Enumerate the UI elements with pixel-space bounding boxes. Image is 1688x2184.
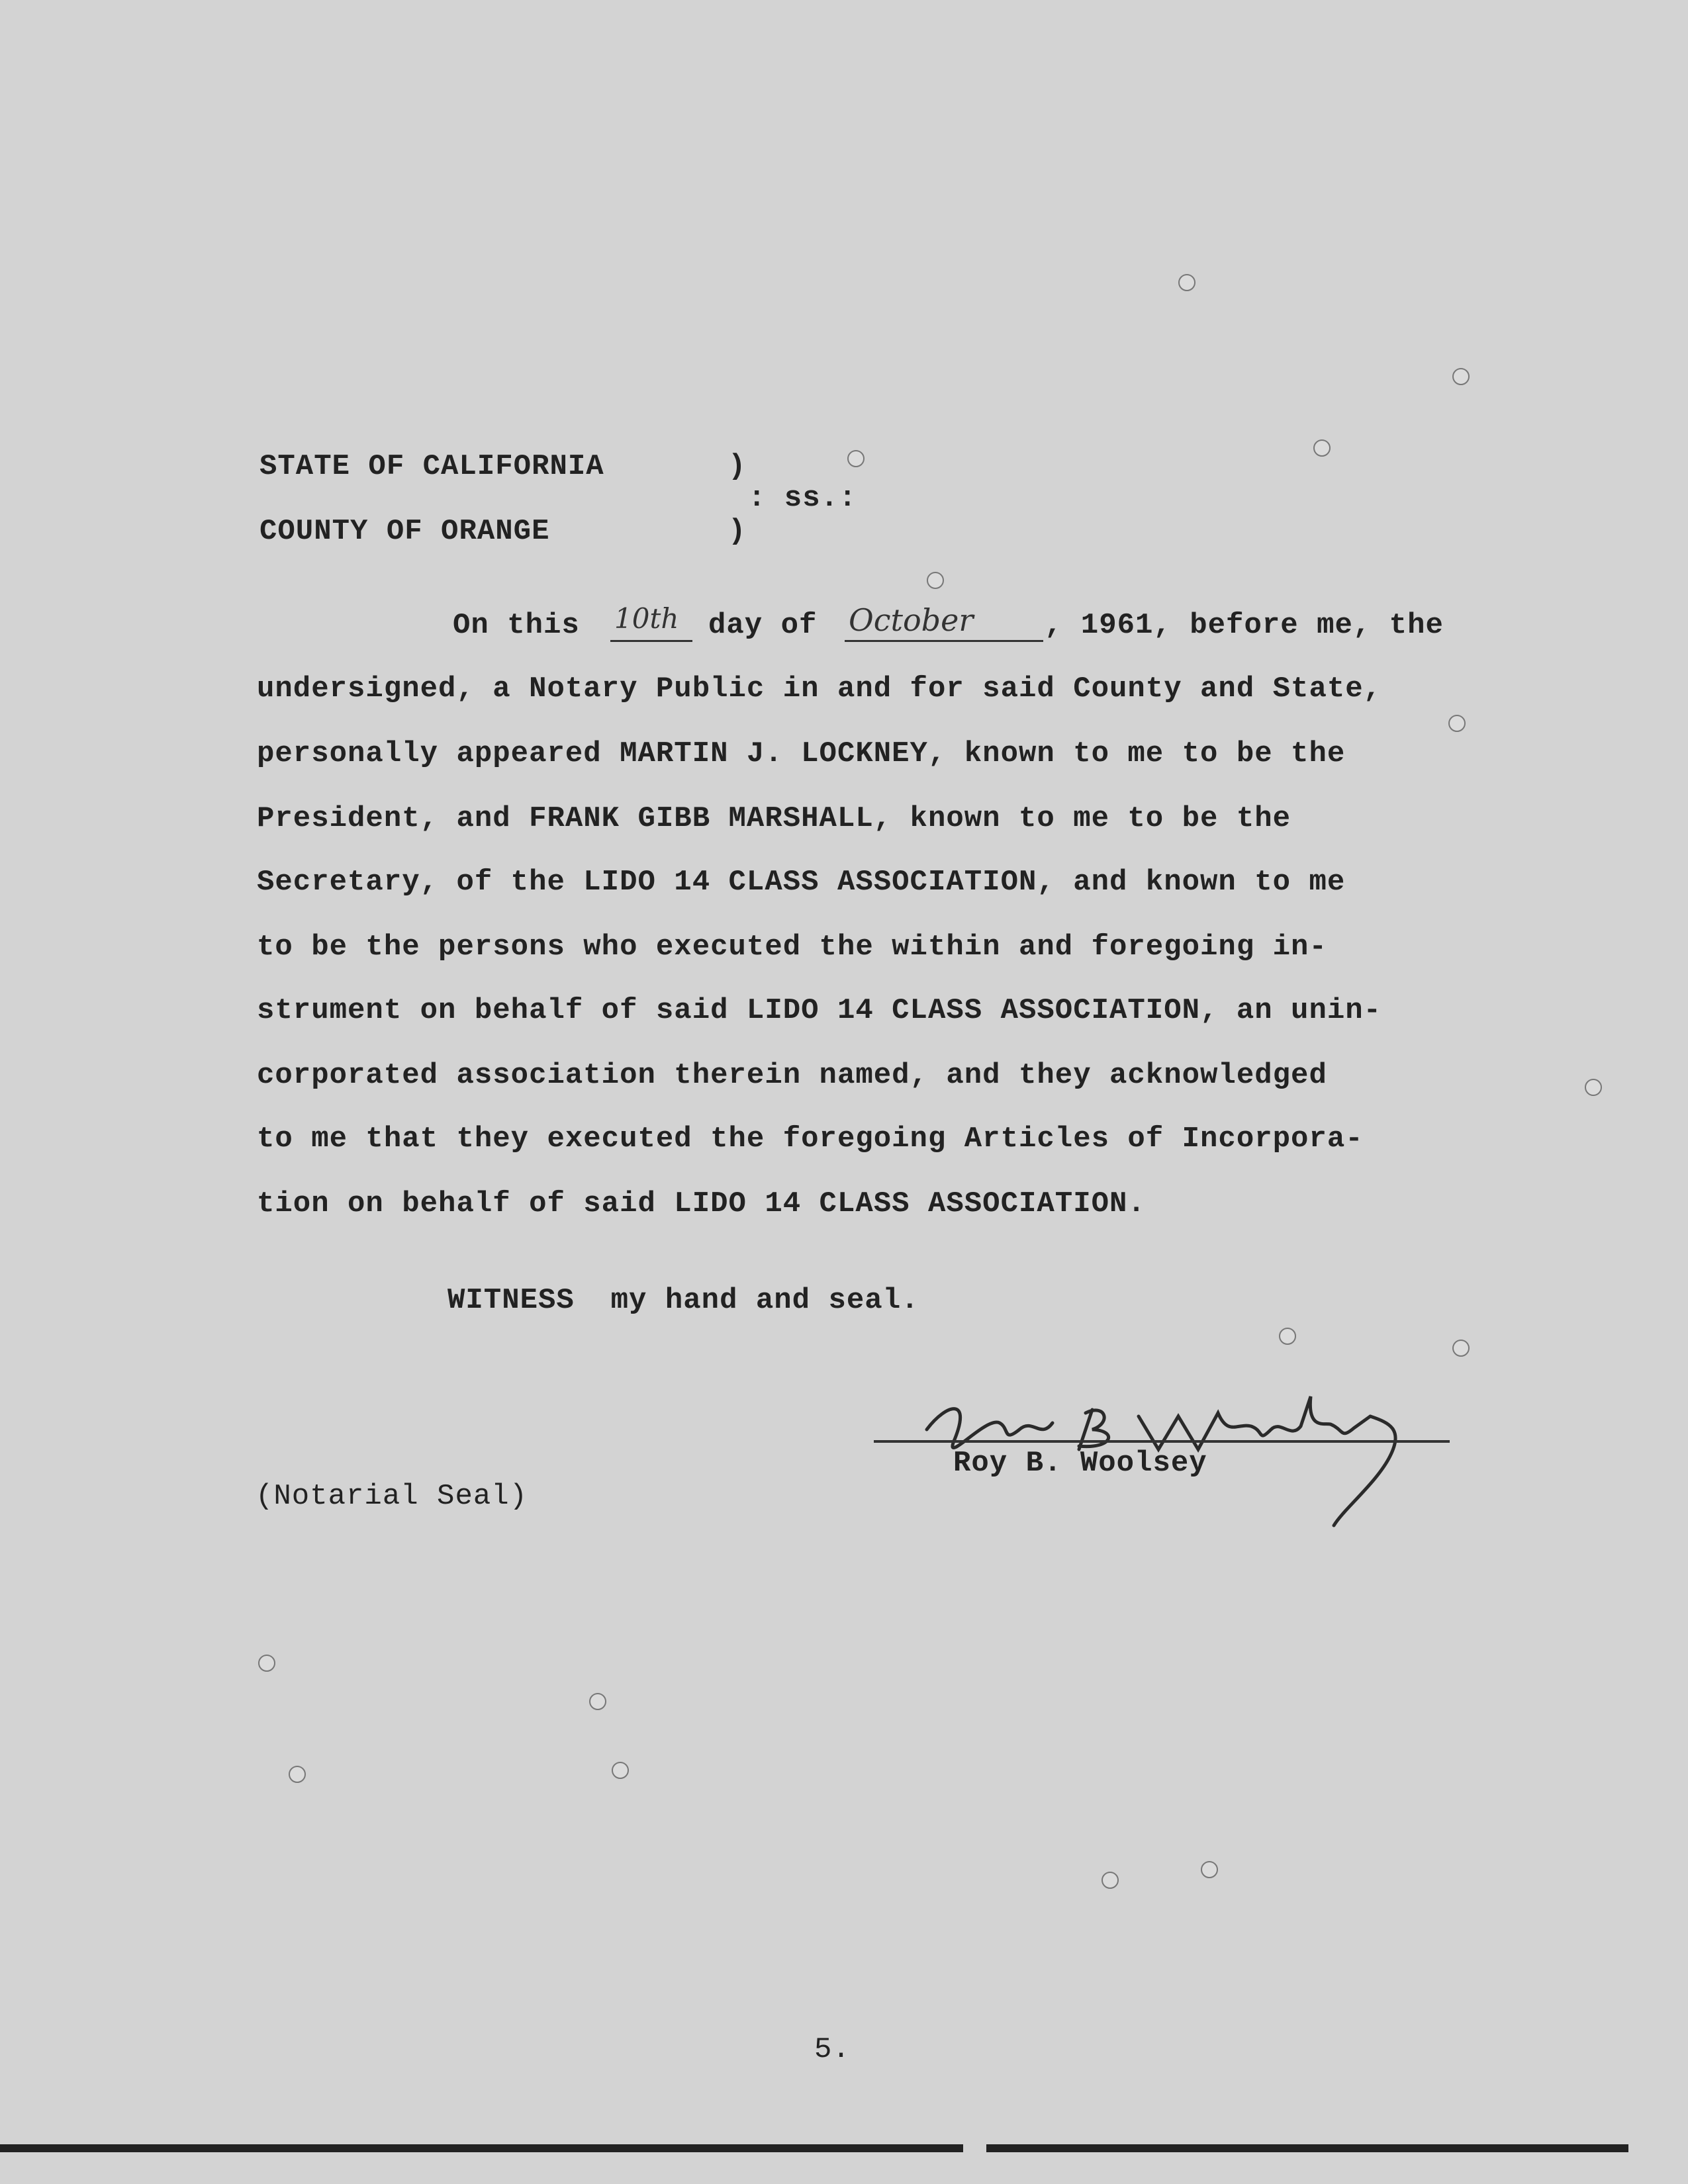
notarial-seal-label: (Notarial Seal) [256, 1480, 528, 1513]
signatory-name: Roy B. Woolsey [953, 1447, 1207, 1480]
scan-artifact [1585, 1079, 1602, 1096]
scan-artifact [589, 1693, 606, 1710]
scan-artifact [927, 572, 944, 589]
ack-line: Secretary, of the LIDO 14 CLASS ASSOCIATION, and known to me [257, 866, 1346, 899]
state-label: STATE OF CALIFORNIA [259, 450, 604, 483]
ack-line: to me that they executed the foregoing Articles of Incorpora- [257, 1122, 1364, 1156]
page-number: 5. [814, 2033, 851, 2066]
scan-artifact [1313, 439, 1331, 457]
scan-artifact [1279, 1328, 1296, 1345]
venue-paren-top: ) [728, 450, 747, 483]
venue-ss: : ss.: [748, 482, 857, 515]
ack-line: strument on behalf of said LIDO 14 CLASS ASSOCIATION, an unin- [257, 994, 1382, 1027]
ack-line: undersigned, a Notary Public in and for said County and State, [257, 672, 1382, 705]
county-label: COUNTY OF ORANGE [259, 515, 550, 548]
scan-artifact [1448, 715, 1466, 732]
ack-line: corporated association therein named, and they acknowledged [257, 1059, 1327, 1092]
ack-line: tion on behalf of said LIDO 14 CLASS ASSOCIATION. [257, 1187, 1146, 1220]
scan-artifact [1178, 274, 1196, 291]
ack-line1-prefix: On this [453, 609, 580, 642]
ack-line: President, and FRANK GIBB MARSHALL, known to me to be the [257, 802, 1291, 835]
scan-artifact [847, 450, 865, 467]
ack-line: personally appeared MARTIN J. LOCKNEY, known to me to be the [257, 737, 1346, 770]
scan-artifact [1102, 1872, 1119, 1889]
ack-line1-mid: day of [708, 609, 818, 642]
scan-artifact [258, 1655, 275, 1672]
scan-artifact [1452, 1340, 1470, 1357]
scan-artifact [612, 1762, 629, 1779]
scan-edge-bar [0, 2144, 963, 2152]
scan-artifact [1452, 368, 1470, 385]
day-underline [610, 640, 692, 642]
handwritten-day: 10th [614, 602, 679, 635]
witness-statement: WITNESS my hand and seal. [447, 1284, 919, 1317]
handwritten-month: October [849, 602, 974, 638]
scan-edge-bar [986, 2144, 1628, 2152]
scan-artifact [289, 1766, 306, 1783]
ack-line1-suffix: , 1961, before me, the [1045, 609, 1444, 642]
venue-paren-bottom: ) [728, 515, 747, 548]
ack-line: to be the persons who executed the within and foregoing in- [257, 931, 1327, 964]
month-underline [845, 640, 1043, 642]
scan-artifact [1201, 1861, 1218, 1878]
